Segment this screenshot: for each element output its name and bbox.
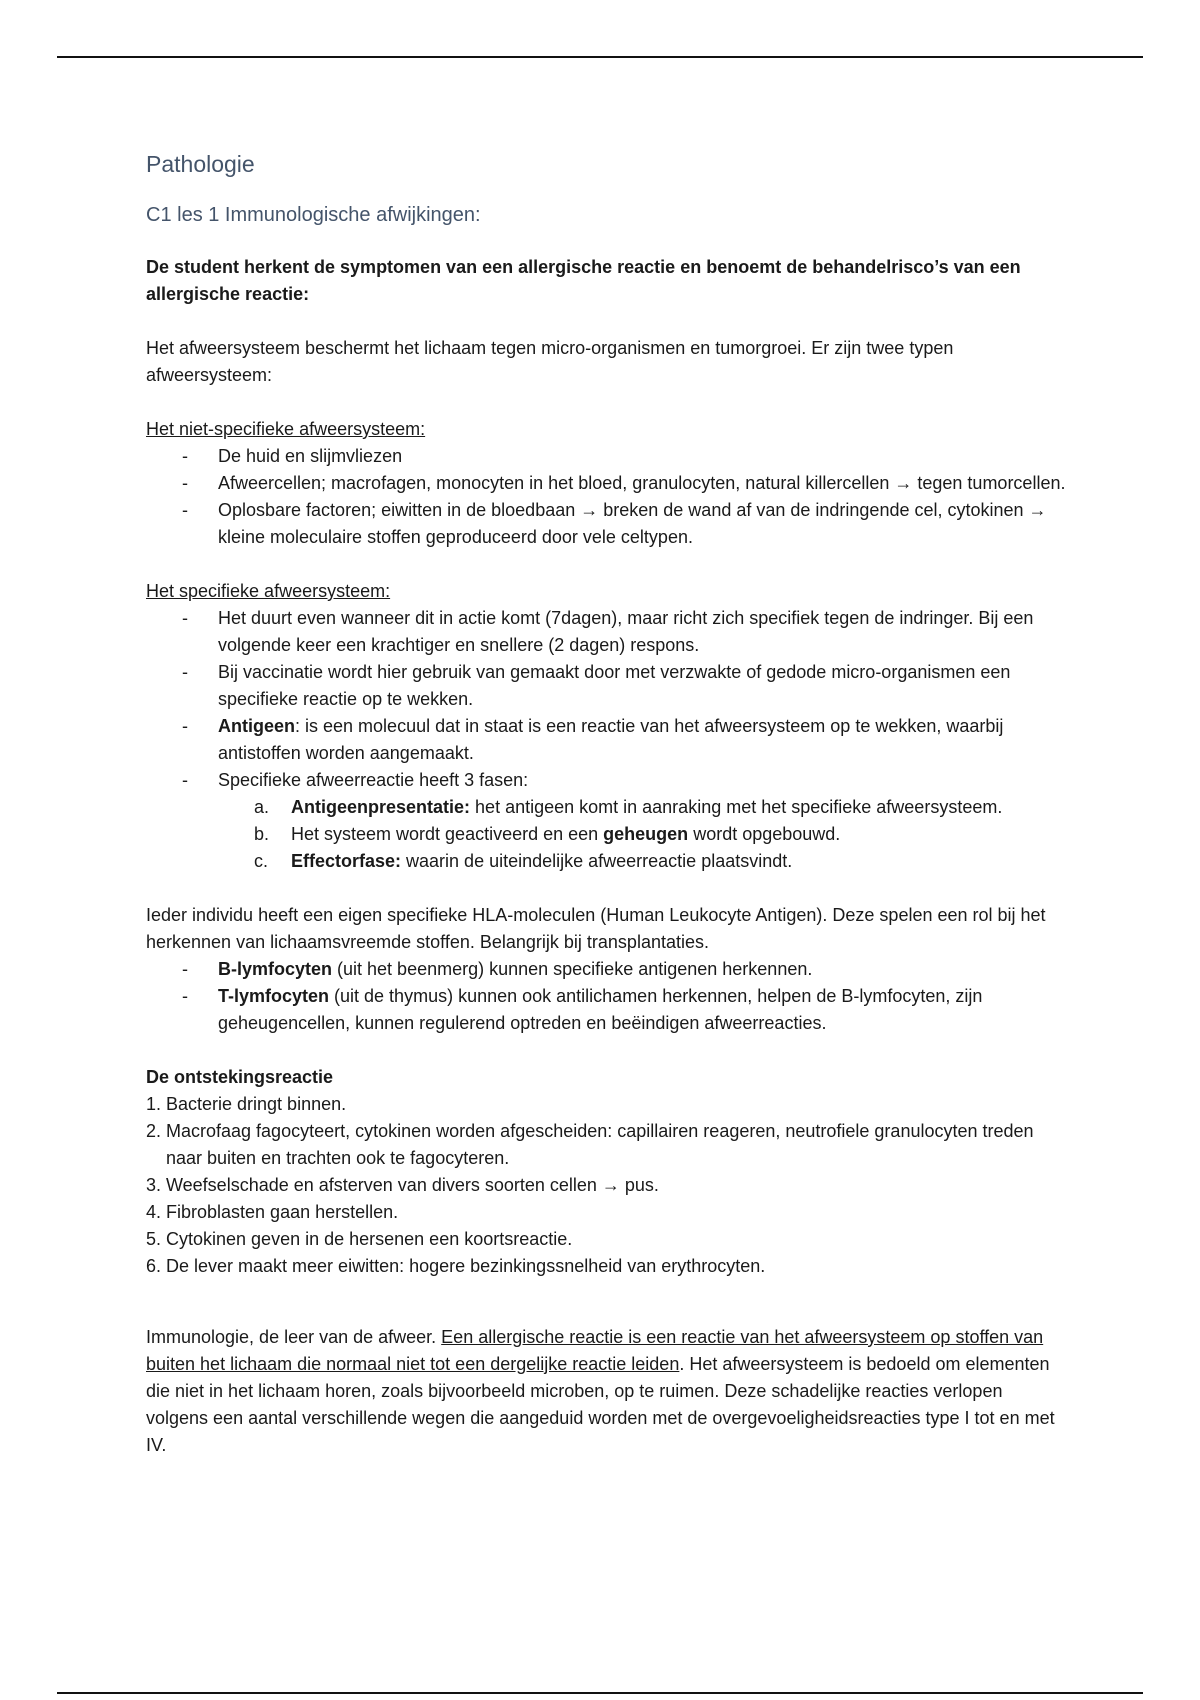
page-title: Pathologie [146,151,255,177]
term-definition: : is een molecuul dat in staat is een reactie van het afweersysteem op te wekken, waarbij antistoffen worden aangemaakt. [218,716,1004,763]
phases-intro: Specifieke afweerreactie heeft 3 fasen: [218,770,529,790]
list-item: - Het duurt even wanneer dit in actie komt (7dagen), maar richt zich specifiek tegen de indringer. Bij een volgende keer een krachtiger en snellere (2 dagen) respons. [146,605,1066,659]
phase-item [146,848,1066,875]
phase-text: Het systeem wordt geactiveerd en een [291,824,604,844]
term-definition: (uit het beenmerg) kunnen specifieke antigenen herkennen. [332,959,813,979]
step-number: 3. [146,1175,162,1195]
term-antigeen: Antigeen [218,716,296,736]
inflammation-heading: De ontstekingsreactie [146,1067,334,1087]
phase-term: geheugen [603,824,689,844]
phase-item [146,794,1066,821]
phase-marker: b. [254,824,270,844]
step-item [146,1091,1066,1118]
step-number: 5. [146,1229,162,1249]
step-item [146,1199,1066,1226]
step-item [146,1118,1066,1172]
step-number: 6. [146,1256,162,1276]
step-text: Weefselschade en afsterven van divers soorten cellen → pus. [166,1175,659,1195]
phase-item [146,821,1066,848]
step-text: De lever maakt meer eiwitten: hogere bezinkingssnelheid van erythrocyten. [166,1256,766,1276]
term-definition: (uit de thymus) kunnen ook antilichamen herkennen, helpen de B-lymfocyten, zijn geheugencellen, kunnen regulerend optreden en beëindigen afweerreacties. [218,986,983,1033]
document-body [146,150,1066,1459]
step-item [146,1253,1066,1280]
nonspecific-heading: Het niet-specifieke afweersysteem: [146,419,426,439]
step-item [146,1226,1066,1253]
step-number: 4. [146,1202,162,1222]
list-item [146,983,1066,1037]
step-item [146,1172,1066,1199]
phase-text: het antigeen komt in aanraking met het specifieke afweersysteem. [470,797,1003,817]
phase-text: waarin de uiteindelijke afweerreactie plaatsvindt. [401,851,793,871]
closing-text: . Het afweersysteem is bedoeld om elementen die niet in het lichaam horen, zoals bijvoorbeeld microben, op te ruimen. Deze schadelijke reacties verlopen volgens een aantal verschillende wegen die aangeduid worden met de overgevoeligheidsreacties type I tot en met IV. [146,1354,1055,1455]
allergy-definition: Een allergische reactie is een reactie van het afweersysteem op stoffen van buiten het lichaam die normaal niet tot een dergelijke reactie leiden [146,1327,1044,1374]
step-text: Bacterie dringt binnen. [166,1094,347,1114]
list-item [146,956,1066,983]
intro-paragraph: Het afweersysteem beschermt het lichaam tegen micro-organismen en tumorgroei. Er zijn twee typen afweersysteem: [146,338,954,385]
bottom-rule [57,1692,1143,1694]
closing-paragraph [146,1324,1066,1459]
list-item: - Bij vaccinatie wordt hier gebruik van gemaakt door met verzwakte of gedode micro-organismen een specifieke reactie op te wekken. [146,659,1066,713]
step-number: 2. [146,1121,162,1141]
hla-paragraph: Ieder individu heeft een eigen specifieke HLA-moleculen (Human Leukocyte Antigen). Deze spelen een rol bij het herkennen van lichaamsvreemde stoffen. Belangrijk bij transplantaties. [146,905,1046,952]
step-text: Macrofaag fagocyteert, cytokinen worden afgescheiden: capillairen reageren, neutrofiele granulocyten treden naar buiten en trachten ook te fagocyteren. [166,1121,1034,1168]
phase-term: Effectorfase: [291,851,402,871]
learning-objective: De student herkent de symptomen van een allergische reactie en benoemt de behandelrisco’s van een allergische reactie: [146,257,1021,304]
specific-heading: Het specifieke afweersysteem: [146,581,391,601]
top-rule [57,56,1143,58]
term-t-lymfocyten: T-lymfocyten [218,986,330,1006]
list-item: - Afweercellen; macrofagen, monocyten in het bloed, granulocyten, natural killercellen → tegen tumorcellen. [146,470,1066,497]
term-b-lymfocyten: B-lymfocyten [218,959,333,979]
specific-list [146,605,1066,875]
step-text: Cytokinen geven in de hersenen een koortsreactie. [166,1229,573,1249]
phase-marker: c. [254,851,269,871]
step-number: 1. [146,1094,162,1114]
phase-text: wordt opgebouwd. [688,824,841,844]
closing-text: Immunologie, de leer van de afweer. [146,1327,442,1347]
nonspecific-list [146,443,1066,551]
list-item [146,713,1066,767]
step-text: Fibroblasten gaan herstellen. [166,1202,399,1222]
phase-marker: a. [254,797,270,817]
lymphocyte-list [146,956,1066,1037]
section-title: C1 les 1 Immunologische afwijkingen: [146,204,481,226]
list-item: - Oplosbare factoren; eiwitten in de bloedbaan → breken de wand af van de indringende cel, cytokinen → kleine moleculaire stoffen geproduceerd door vele celtypen. [146,497,1066,551]
list-item [146,767,1066,875]
inflammation-steps [146,1091,1066,1280]
phase-term: Antigeenpresentatie: [291,797,471,817]
phases-list [218,794,1066,875]
list-item: - De huid en slijmvliezen [146,443,1066,470]
